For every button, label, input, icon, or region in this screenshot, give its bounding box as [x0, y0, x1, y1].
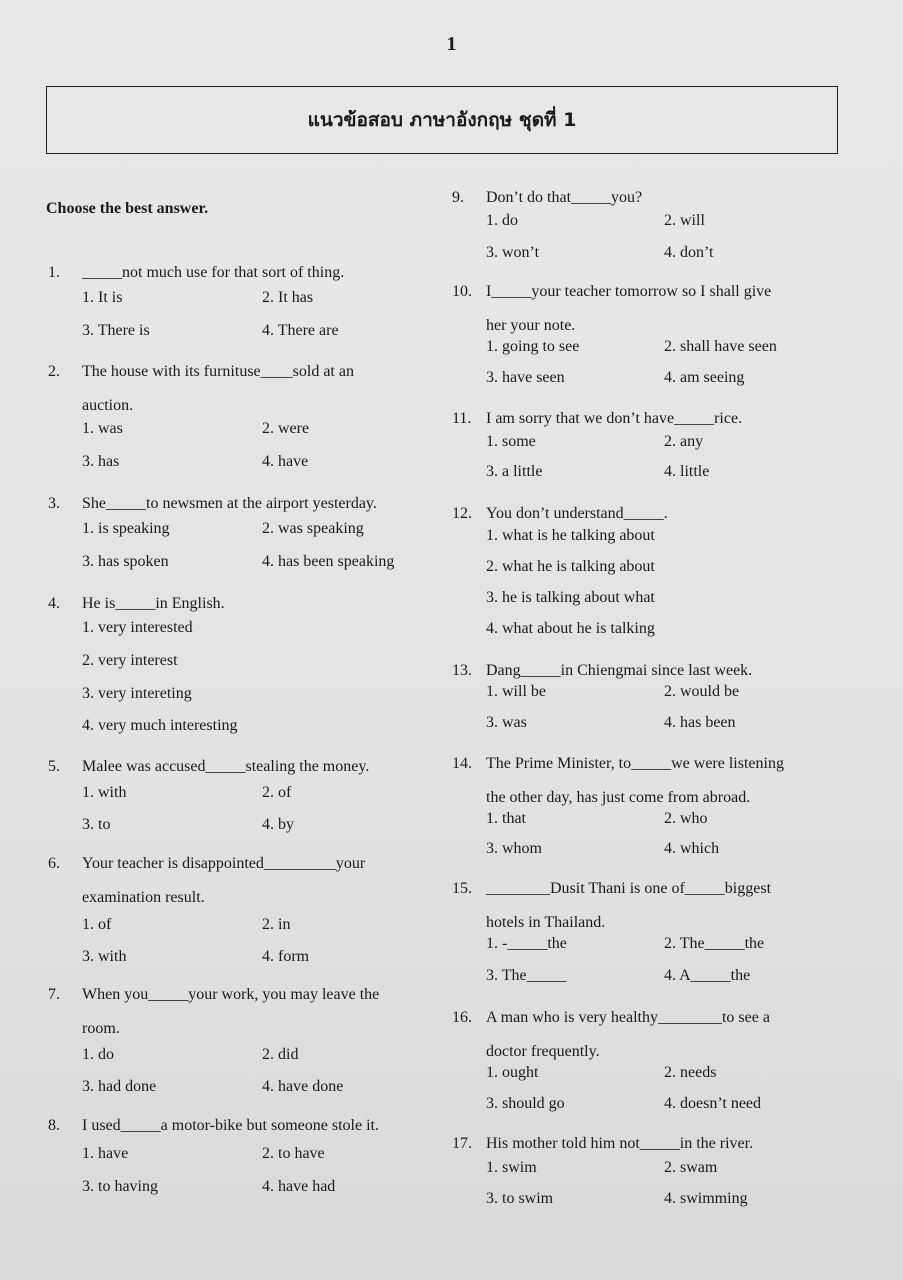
- answer-option[interactable]: 1. of: [82, 916, 112, 933]
- instruction: Choose the best answer.: [46, 200, 209, 217]
- answer-option[interactable]: 1. very interested: [82, 619, 193, 636]
- question-number: 8.: [48, 1117, 60, 1134]
- answer-option[interactable]: 4. what about he is talking: [486, 620, 655, 637]
- question-number: 16.: [452, 1009, 472, 1026]
- question-number: 10.: [452, 283, 472, 300]
- answer-option[interactable]: 1. going to see: [486, 338, 580, 355]
- answer-option[interactable]: 2. in: [262, 916, 291, 933]
- answer-option[interactable]: 4. has been speaking: [262, 553, 395, 570]
- answer-option[interactable]: 3. has: [82, 453, 120, 470]
- question-number: 7.: [48, 986, 60, 1003]
- answer-option[interactable]: 3. There is: [82, 322, 150, 339]
- question-stem-continued: hotels in Thailand.: [486, 914, 606, 931]
- question-number: 17.: [452, 1135, 472, 1152]
- answer-option[interactable]: 4. doesn’t need: [664, 1095, 762, 1112]
- question-number: 4.: [48, 595, 60, 612]
- answer-option[interactable]: 4. There are: [262, 322, 339, 339]
- answer-option[interactable]: 3. with: [82, 948, 127, 965]
- question-stem-continued: auction.: [82, 397, 134, 414]
- answer-option[interactable]: 3. he is talking about what: [486, 589, 655, 606]
- answer-option[interactable]: 4. swimming: [664, 1190, 748, 1207]
- question-stem: When you_____your work, you may leave the: [82, 986, 380, 1003]
- question-number: 1.: [48, 264, 60, 281]
- answer-option[interactable]: 3. The_____: [486, 967, 567, 984]
- answer-option[interactable]: 1. will be: [486, 683, 546, 700]
- answer-option[interactable]: 2. swam: [664, 1159, 718, 1176]
- answer-option[interactable]: 4. have done: [262, 1078, 344, 1095]
- answer-option[interactable]: 1. ought: [486, 1064, 539, 1081]
- answer-option[interactable]: 3. has spoken: [82, 553, 169, 570]
- answer-option[interactable]: 4. has been: [664, 714, 736, 731]
- answer-option[interactable]: 1. some: [486, 433, 536, 450]
- answer-option[interactable]: 2. shall have seen: [664, 338, 777, 355]
- answer-option[interactable]: 1. It is: [82, 289, 123, 306]
- question-stem: _____not much use for that sort of thing.: [82, 264, 345, 281]
- answer-option[interactable]: 3. won’t: [486, 244, 540, 261]
- answer-option[interactable]: 1. do: [486, 212, 518, 229]
- answer-option[interactable]: 2. was speaking: [262, 520, 364, 537]
- question-stem-continued: her your note.: [486, 317, 576, 334]
- question-number: 14.: [452, 755, 472, 772]
- question-number: 11.: [452, 410, 472, 427]
- answer-option[interactable]: 2. any: [664, 433, 704, 450]
- answer-option[interactable]: 3. to having: [82, 1178, 158, 1195]
- question-stem: She_____to newsmen at the airport yesterday.: [82, 495, 377, 512]
- answer-option[interactable]: 4. little: [664, 463, 710, 480]
- answer-option[interactable]: 4. am seeing: [664, 369, 745, 386]
- answer-option[interactable]: 1. with: [82, 784, 127, 801]
- question-number: 3.: [48, 495, 60, 512]
- answer-option[interactable]: 2. who: [664, 810, 708, 827]
- question-number: 9.: [452, 189, 464, 206]
- question-stem: I used_____a motor-bike but someone stole it.: [82, 1117, 379, 1134]
- answer-option[interactable]: 2. to have: [262, 1145, 325, 1162]
- answer-option[interactable]: 4. A_____the: [664, 967, 751, 984]
- question-stem: The Prime Minister, to_____we were listening: [486, 755, 784, 772]
- answer-option[interactable]: 2. what he is talking about: [486, 558, 655, 575]
- answer-option[interactable]: 3. to swim: [486, 1190, 554, 1207]
- answer-option[interactable]: 4. have: [262, 453, 309, 470]
- question-stem: Don’t do that_____you?: [486, 189, 643, 206]
- answer-option[interactable]: 1. do: [82, 1046, 114, 1063]
- answer-option[interactable]: 3. should go: [486, 1095, 565, 1112]
- answer-option[interactable]: 2. needs: [664, 1064, 717, 1081]
- answer-option[interactable]: 1. is speaking: [82, 520, 170, 537]
- question-number: 2.: [48, 363, 60, 380]
- question-stem: The house with its furnituse____sold at an: [82, 363, 354, 380]
- answer-option[interactable]: 4. have had: [262, 1178, 336, 1195]
- answer-option[interactable]: 1. was: [82, 420, 123, 437]
- question-stem: You don’t understand_____.: [486, 505, 668, 522]
- answer-option[interactable]: 3. whom: [486, 840, 542, 857]
- answer-option[interactable]: 3. to: [82, 816, 111, 833]
- question-stem: His mother told him not_____in the river.: [486, 1135, 754, 1152]
- answer-option[interactable]: 3. a little: [486, 463, 543, 480]
- answer-option[interactable]: 4. don’t: [664, 244, 714, 261]
- answer-option[interactable]: 3. have seen: [486, 369, 565, 386]
- answer-option[interactable]: 2. would be: [664, 683, 740, 700]
- answer-option[interactable]: 1. have: [82, 1145, 129, 1162]
- answer-option[interactable]: 4. form: [262, 948, 310, 965]
- question-stem: Malee was accused_____stealing the money.: [82, 758, 370, 775]
- answer-option[interactable]: 2. The_____the: [664, 935, 765, 952]
- question-stem-continued: the other day, has just come from abroad.: [486, 789, 751, 806]
- question-stem: ________Dusit Thani is one of_____biggest: [486, 880, 772, 897]
- answer-option[interactable]: 4. which: [664, 840, 720, 857]
- answer-option[interactable]: 1. what is he talking about: [486, 527, 655, 544]
- answer-option[interactable]: 1. -_____the: [486, 935, 567, 952]
- answer-option[interactable]: 2. very interest: [82, 652, 178, 669]
- question-number: 6.: [48, 855, 60, 872]
- question-number: 5.: [48, 758, 60, 775]
- question-number: 15.: [452, 880, 472, 897]
- answer-option[interactable]: 4. by: [262, 816, 294, 833]
- answer-option[interactable]: 2. of: [262, 784, 292, 801]
- question-stem: Dang_____in Chiengmai since last week.: [486, 662, 753, 679]
- answer-option[interactable]: 2. were: [262, 420, 310, 437]
- answer-option[interactable]: 3. very intereting: [82, 685, 192, 702]
- answer-option[interactable]: 3. was: [486, 714, 527, 731]
- question-stem: He is_____in English.: [82, 595, 225, 612]
- question-stem: A man who is very healthy________to see a: [486, 1009, 770, 1026]
- question-number: 13.: [452, 662, 472, 679]
- answer-option[interactable]: 2. did: [262, 1046, 299, 1063]
- question-stem: I am sorry that we don’t have_____rice.: [486, 410, 743, 427]
- page-number: 1: [446, 33, 457, 55]
- answer-option[interactable]: 2. will: [664, 212, 705, 229]
- question-stem-continued: doctor frequently.: [486, 1043, 600, 1060]
- question-stem: Your teacher is disappointed_________your: [82, 855, 366, 872]
- question-stem-continued: examination result.: [82, 889, 205, 906]
- answer-option[interactable]: 4. very much interesting: [82, 717, 238, 734]
- exam-title: แนวข้อสอบ ภาษาอังกฤษ ชุดที่ 1: [46, 86, 838, 154]
- answer-option[interactable]: 1. swim: [486, 1159, 537, 1176]
- answer-option[interactable]: 2. It has: [262, 289, 314, 306]
- question-number: 12.: [452, 505, 472, 522]
- question-stem: I_____your teacher tomorrow so I shall give: [486, 283, 772, 300]
- question-stem-continued: room.: [82, 1020, 120, 1037]
- answer-option[interactable]: 3. had done: [82, 1078, 157, 1095]
- answer-option[interactable]: 1. that: [486, 810, 526, 827]
